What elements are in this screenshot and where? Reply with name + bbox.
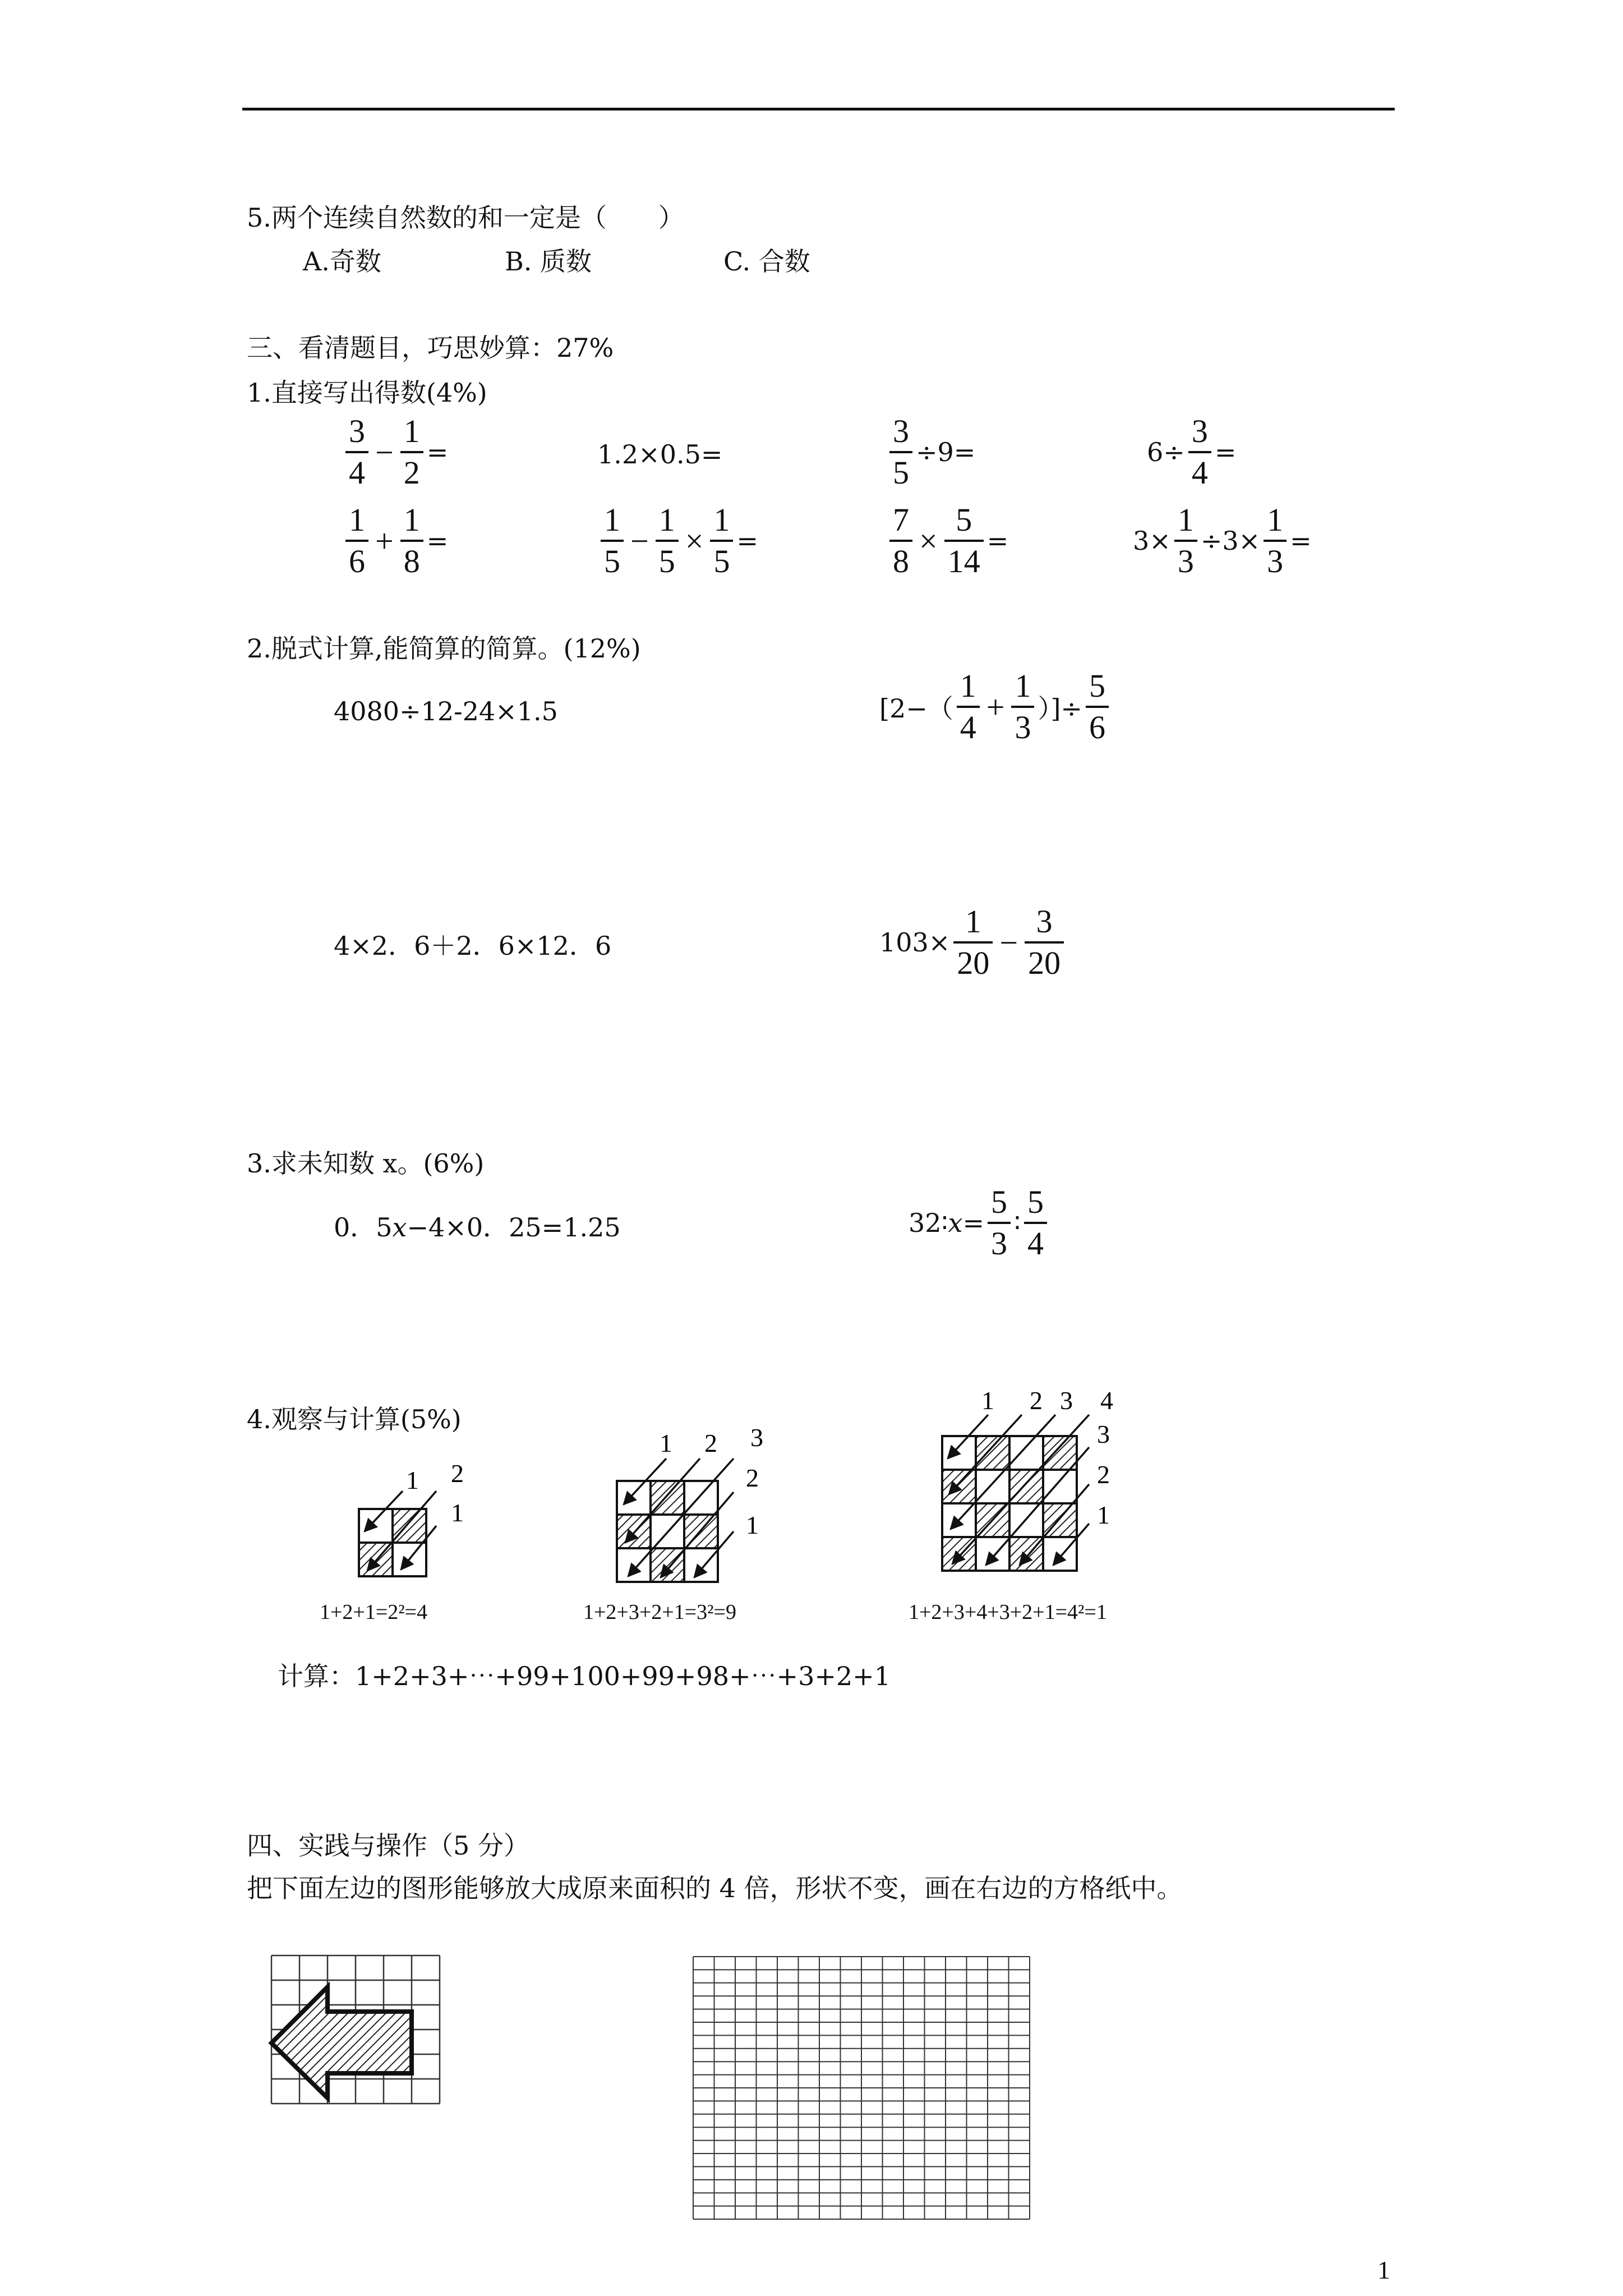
header-rule	[242, 108, 1395, 111]
section4-instruction: 把下面左边的图形能够放大成原来面积的 4 倍，形状不变，画在右边的方格纸中。	[247, 1873, 1183, 1903]
p1-r2c4: 3× $\frac{1}{3}$ ÷3× $\frac{1}{3}$ =	[1133, 501, 1312, 579]
fig2-caption: 1+2+3+2+1=3²=9	[583, 1600, 736, 1624]
pattern-figure-2x2	[336, 1458, 482, 1604]
drawing-grid[interactable]	[693, 1957, 1030, 2219]
svg-text:2: 2	[704, 1429, 717, 1457]
q5-option-a: A.奇数	[303, 246, 381, 277]
p1-r1c1: $\frac{3}{4}$ − $\frac{1}{2}$ =	[342, 414, 448, 490]
pattern-figure-3x3	[594, 1419, 808, 1610]
p1-r1c2: 1.2×0.5=	[597, 439, 723, 470]
part4-calc: 计算：1+2+3+⋯+99+100+99+98+⋯+3+2+1	[278, 1661, 891, 1691]
p1-r2c2: $\frac{1}{5}$ − $\frac{1}{5}$ × $\frac{1}{5}$ =	[597, 503, 758, 579]
q5-option-b: B. 质数	[505, 246, 592, 277]
part4-title: 4.观察与计算(5%)	[247, 1404, 462, 1434]
p3-e2: 32∶x= $\frac{5}{3}$ ∶ $\frac{5}{4}$	[909, 1185, 1050, 1261]
svg-text:1: 1	[981, 1386, 994, 1415]
page-number: 1	[1377, 2256, 1390, 2284]
svg-text:4: 4	[1100, 1386, 1113, 1415]
svg-text:3: 3	[750, 1423, 763, 1452]
arrow-shape-grid	[271, 1955, 440, 2104]
svg-text:2: 2	[746, 1464, 759, 1492]
section4-title: 四、实践与操作（5 分）	[247, 1830, 529, 1861]
fig3-caption: 1+2+3+4+3+2+1=4²=1	[909, 1600, 1107, 1624]
svg-text:1: 1	[1097, 1501, 1110, 1529]
p1-r2c3: $\frac{7}{8}$ × $\frac{5}{14}$ =	[886, 503, 1008, 579]
p1-r1c3: $\frac{3}{5}$ ÷9=	[886, 414, 975, 490]
p2-e4: 103× $\frac{1}{20}$ − $\frac{3}{20}$	[879, 904, 1067, 981]
pattern-figure-4x4	[920, 1380, 1155, 1593]
part3-title: 3.求未知数 x。(6%)	[247, 1148, 485, 1179]
svg-text:3: 3	[1060, 1386, 1073, 1415]
svg-text:1: 1	[746, 1511, 759, 1539]
q5-option-c: C. 合数	[723, 246, 810, 277]
p2-e3: 4×2．6＋2．6×12．6	[334, 931, 612, 961]
svg-text:3: 3	[1097, 1420, 1110, 1448]
section3-title: 三、看清题目，巧思妙算：27%	[247, 333, 614, 363]
part2-title: 2.脱式计算,能简算的简算。(12%)	[247, 633, 641, 664]
p2-e1: 4080÷12-24×1.5	[334, 696, 558, 726]
svg-text:1: 1	[451, 1498, 464, 1527]
q5-question: 5.两个连续自然数的和一定是（ ）	[247, 203, 684, 233]
svg-text:2: 2	[1097, 1460, 1110, 1489]
fig1-caption: 1+2+1=2²=4	[320, 1600, 428, 1624]
svg-text:2: 2	[451, 1459, 464, 1488]
part1-title: 1.直接写出得数(4%)	[247, 378, 487, 408]
p2-e2: [2−（ $\frac{1}{4}$ + $\frac{1}{3}$ ）]÷ $\frac{5}{6}$	[879, 669, 1112, 745]
svg-text:2: 2	[1030, 1386, 1043, 1415]
svg-text:1: 1	[660, 1429, 672, 1457]
p3-e1: 0．5x−4×0．25=1.25	[334, 1212, 621, 1243]
p1-r2c1: $\frac{1}{6}$ + $\frac{1}{8}$ =	[342, 503, 448, 579]
p1-r1c4: 6÷ $\frac{3}{4}$ =	[1147, 413, 1237, 491]
svg-text:1: 1	[406, 1466, 419, 1494]
